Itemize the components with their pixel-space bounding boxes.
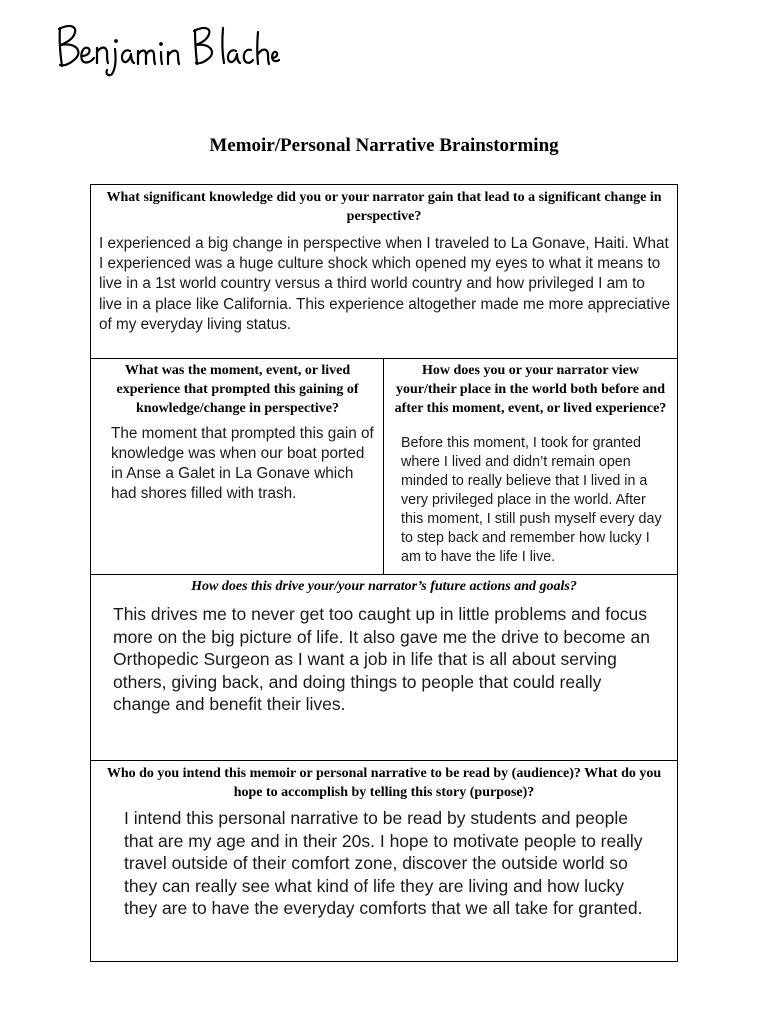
world-view-question: How does you or your narrator view your/their place in the world both before and after this moment, event, or lived experience? [394, 363, 667, 416]
audience-purpose-box [90, 760, 678, 962]
world-view-box [383, 358, 678, 576]
knowledge-gained-question: What significant knowledge did you or your narrator gain that lead to a significant change in perspective? [106, 190, 662, 224]
prompting-moment-question: What was the moment, event, or lived experience that prompted this gaining of knowledge/change in perspective? [116, 363, 359, 416]
page-title: Memoir/Personal Narrative Brainstorming [209, 135, 559, 156]
knowledge-gained-answer: I experienced a big change in perspective when I traveled to La Gonave, Haiti. What I experienced was a huge culture shock which opened my eyes to what it means to live in a 1st world country versus a third world country and how privileged I am to live in a place like California. This experience altogether made me more appreciative of my everyday living status. [99, 235, 671, 333]
world-view-answer: Before this moment, I took for granted where I lived and didn’t remain open minded to really believe that I lived in a very privileged place in the world. After this moment, I still push myself every day to step back and remember how lucky I am to have the life I live. [401, 435, 662, 565]
future-actions-box [90, 574, 678, 762]
audience-purpose-answer: I intend this personal narrative to be read by students and people that are my age and in their 20s. I hope to motivate people to really travel outside of their comfort zone, discover the outside world so they can really see what kind of life they are living and how lucky they are to have the everyday comforts that we all take for granted. [124, 808, 643, 919]
audience-purpose-question: Who do you intend this memoir or personal narrative to be read by (audience)? What do you hope to accomplish by telling this story (purpose)? [106, 766, 662, 800]
knowledge-gained-box [90, 184, 678, 360]
future-actions-answer: This drives me to never get too caught up in little problems and focus more on the big picture of life. It also gave me the drive to become an Orthopedic Surgeon as I want a job in life that is all about serving others, giving back, and doing things to people that could really change and benefit their lives. [113, 604, 650, 715]
handwritten-signature [50, 18, 280, 78]
prompting-moment-box [90, 358, 385, 576]
prompting-moment-answer: The moment that prompted this gain of knowledge was when our boat ported in Anse a Galet in La Gonave which had shores filled with trash. [111, 425, 374, 502]
signature-drawing [50, 18, 280, 78]
future-actions-question: How does this drive your/your narrator’s future actions and goals? [191, 579, 577, 594]
